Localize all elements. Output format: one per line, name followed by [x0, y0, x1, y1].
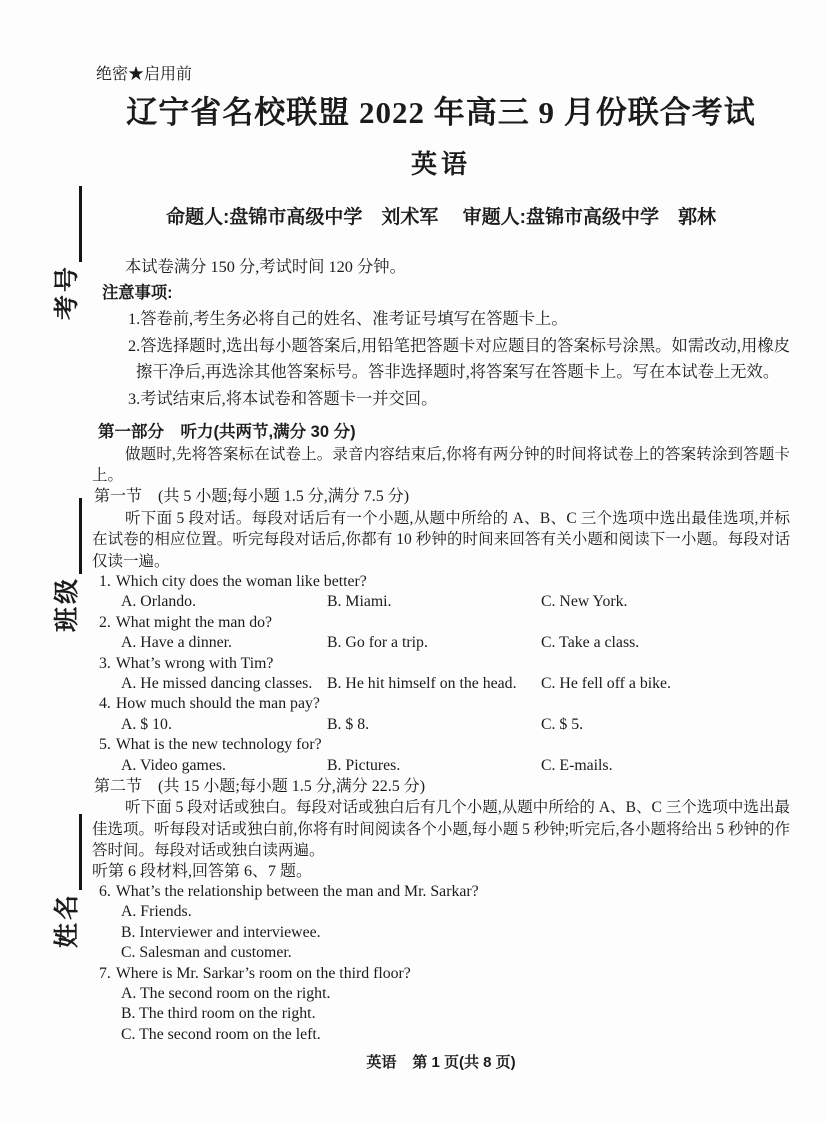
- question-2-options: [92, 633, 790, 653]
- question-2-stem: What might the man do?: [115, 613, 273, 631]
- note-item-1: 1.答卷前,考生务必将自己的姓名、准考证号填写在答题卡上。: [128, 309, 568, 328]
- question-7-stem: Where is Mr. Sarkar’s room on the third floor?: [115, 964, 411, 982]
- question-5-options: [92, 756, 790, 776]
- question-2-number: 2.: [99, 613, 111, 631]
- question-1-stem: Which city does the woman like better?: [115, 572, 367, 590]
- question-5-option-b: B. Pictures.: [327, 756, 401, 774]
- question-3-stem: What’s wrong with Tim?: [115, 654, 274, 672]
- footer-subject: 英语: [366, 1054, 397, 1071]
- printed-content: [92, 0, 790, 1045]
- question-6-line: [92, 882, 790, 902]
- question-2-option-c: C. Take a class.: [541, 634, 640, 652]
- question-7-option-b: B. The third room on the right.: [121, 1005, 316, 1023]
- exam-subject: 英语: [410, 149, 471, 179]
- question-4-line: [92, 694, 790, 714]
- question-7-options: [92, 984, 790, 1045]
- question-3-number: 3.: [99, 654, 111, 672]
- question-4-option-c: C. $ 5.: [541, 715, 584, 733]
- section1-intro: 听下面 5 段对话。每段对话后有一个小题,从题中所给的 A、B、C 三个选项中选出最佳选项,并标在试卷的相应位置。听完每段对话后,你都有 10 秒钟的时间来回答有关小题和阅读下一小题。每段对话仅读一遍。: [92, 509, 790, 570]
- question-1-option-b: B. Miami.: [327, 593, 392, 611]
- question-1: [92, 572, 790, 613]
- note-item-2: 2.答选择题时,选出每小题答案后,用铅笔把答题卡对应题目的答案标号涂黑。如需改动,用橡皮擦干净后,再选涂其他答案标号。答非选择题时,将答案写在答题卡上。写在本试卷上无效。: [128, 335, 790, 381]
- question-5-option-a: A. Video games.: [121, 756, 226, 774]
- question-7-option-c: C. The second room on the left.: [121, 1025, 321, 1043]
- question-4-option-a: A. $ 10.: [121, 715, 172, 733]
- margin-field-name-label: 姓名: [54, 891, 81, 948]
- section2-intro: 听下面 5 段对话或独白。每段对话或独白后有几个小题,从题中所给的 A、B、C 三个选项中选出最佳选项。听每段对话或独白前,你将有时间阅读各个小题,每小题 5 秒钟;听完后,各小题将给出 5 秒钟的作答时间。每段对话或独白读两遍。: [92, 799, 790, 860]
- question-7: [92, 964, 790, 1046]
- question-1-option-a: A. Orlando.: [121, 593, 197, 611]
- security-classification-label: 绝密★启用前: [96, 66, 193, 83]
- margin-field-exam-number-label: 考号: [54, 263, 81, 320]
- question-6-stem: What’s the relationship between the man and Mr. Sarkar?: [115, 883, 479, 901]
- question-3-options: [92, 674, 790, 694]
- margin-field-exam-number: [52, 186, 82, 320]
- section1-heading: 第一节 (共 5 小题;每小题 1.5 分,满分 7.5 分): [94, 488, 410, 506]
- margin-field-class: [52, 498, 82, 632]
- question-4: [92, 694, 790, 735]
- exam-title: 辽宁省名校联盟 2022 年高三 9 月份联合考试: [126, 95, 756, 130]
- question-2-option-a: A. Have a dinner.: [121, 634, 232, 652]
- question-2: [92, 613, 790, 654]
- question-6-number: 6.: [99, 883, 111, 901]
- question-5-line: [92, 735, 790, 755]
- question-7-line: [92, 964, 790, 984]
- question-4-option-b: B. $ 8.: [327, 715, 370, 733]
- question-3-option-a: A. He missed dancing classes.: [121, 674, 313, 692]
- part1-heading: 第一部分 听力(共两节,满分 30 分): [98, 423, 356, 441]
- question-6: [92, 882, 790, 964]
- note-item-3: 3.考试结束后,将本试卷和答题卡一并交回。: [128, 388, 438, 408]
- margin-field-exam-number-blank-line: [49, 186, 82, 262]
- question-4-options: [92, 715, 790, 735]
- notes-heading: 注意事项:: [102, 284, 173, 302]
- margin-field-name-blank-line: [49, 814, 82, 890]
- margin-field-class-blank-line: [49, 498, 82, 574]
- question-3-option-b: B. He hit himself on the head.: [327, 674, 517, 692]
- margin-field-class-label: 班级: [54, 575, 81, 632]
- question-5-stem: What is the new technology for?: [115, 736, 322, 754]
- examiners-line: 命题人:盘锦市高级中学 刘术军 审题人:盘锦市高级中学 郭林: [166, 207, 716, 228]
- material-6-note: 听第 6 段材料,回答第 6、7 题。: [92, 862, 313, 880]
- question-6-option-b: B. Interviewer and interviewee.: [121, 923, 321, 941]
- page-footer: [92, 1053, 790, 1073]
- section2-heading: 第二节 (共 15 小题;每小题 1.5 分,满分 22.5 分): [94, 778, 426, 795]
- footer-page-number: 第 1 页(共 8 页): [412, 1054, 516, 1071]
- question-6-option-a: A. Friends.: [121, 903, 192, 921]
- question-2-option-b: B. Go for a trip.: [327, 634, 428, 652]
- question-5: [92, 735, 790, 776]
- question-4-stem: How much should the man pay?: [115, 695, 320, 713]
- question-1-number: 1.: [99, 572, 111, 590]
- question-7-number: 7.: [99, 964, 111, 982]
- question-7-option-a: A. The second room on the right.: [121, 985, 331, 1003]
- question-5-option-c: C. E-mails.: [541, 756, 613, 774]
- part1-intro: 做题时,先将答案标在试卷上。录音内容结束后,你将有两分钟的时间将试卷上的答案转涂到答题卡上。: [92, 445, 790, 484]
- exam-info-line: 本试卷满分 150 分,考试时间 120 分钟。: [125, 257, 406, 276]
- question-3-option-c: C. He fell off a bike.: [541, 674, 671, 692]
- question-3-line: [92, 654, 790, 674]
- question-1-option-c: C. New York.: [541, 593, 628, 611]
- question-6-option-c: C. Salesman and customer.: [121, 944, 292, 962]
- question-6-options: [92, 902, 790, 963]
- margin-field-name: [52, 814, 82, 948]
- question-3: [92, 654, 790, 695]
- question-2-line: [92, 613, 790, 633]
- question-4-number: 4.: [99, 695, 111, 713]
- question-1-line: [92, 572, 790, 592]
- question-5-number: 5.: [99, 736, 111, 754]
- question-1-options: [92, 592, 790, 612]
